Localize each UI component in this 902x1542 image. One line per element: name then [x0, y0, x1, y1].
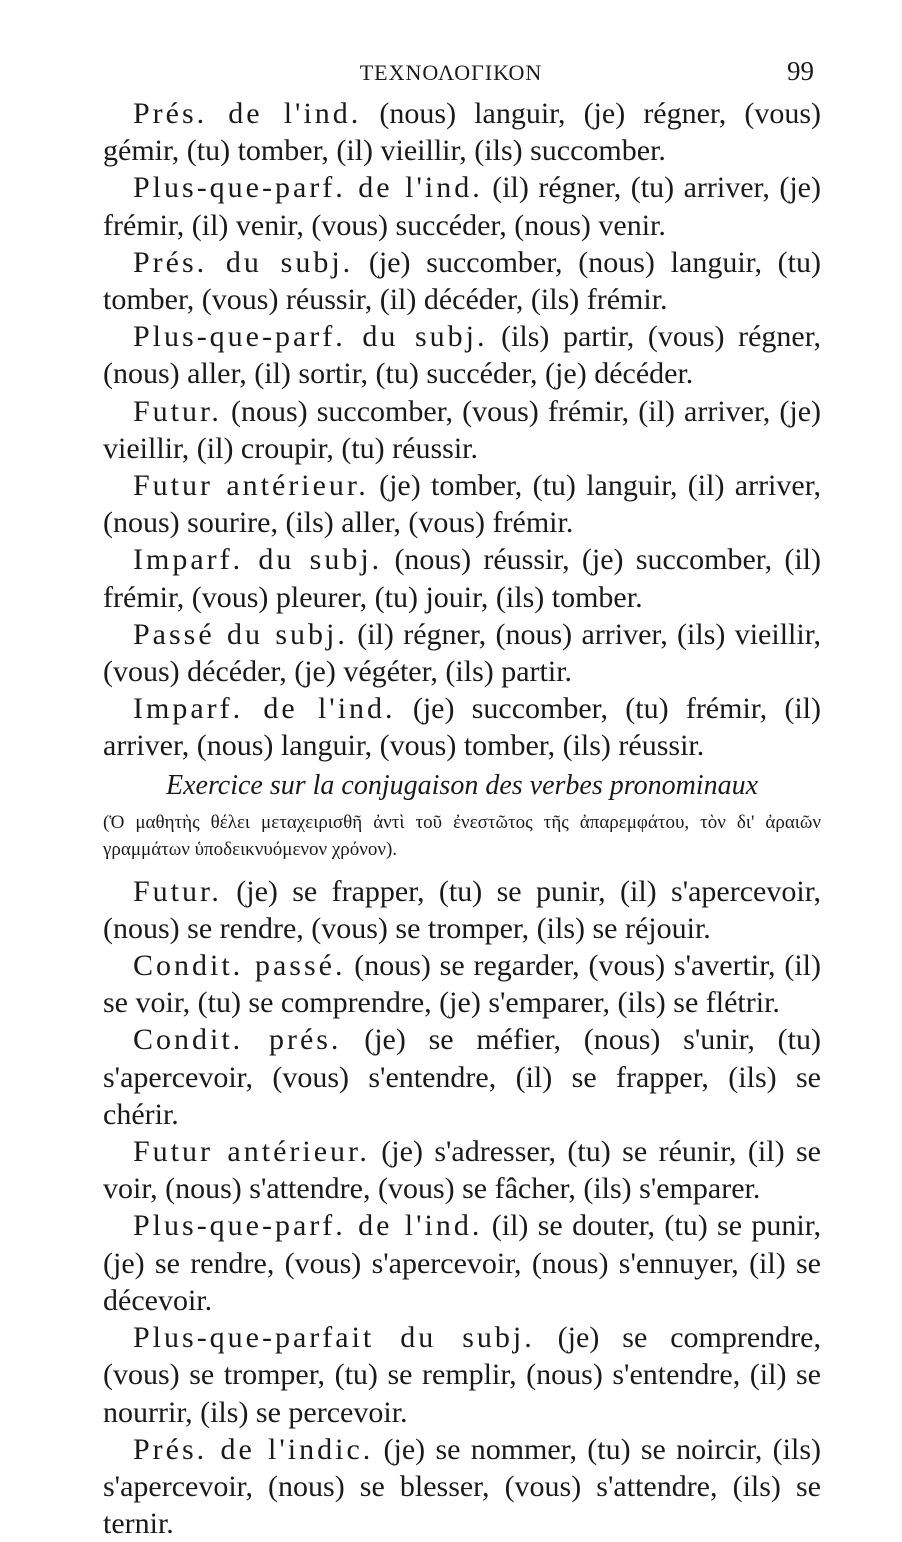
verb-list: (je) se nommer, (tu) se noircir, (ils) s'apercevoir, (nous) se blesser, (vous) s'attendre, (ils) se ternir.: [103, 1432, 821, 1541]
exercise-list-a: [103, 95, 821, 765]
page-header: [0, 52, 902, 92]
tense-label: Futur antérieur.: [133, 1135, 370, 1169]
tense-label: Futur.: [133, 394, 222, 428]
tense-label: Prés. de l'indic.: [133, 1432, 374, 1466]
tense-label: Prés. du subj.: [133, 245, 354, 279]
exercise-paragraph: [103, 244, 821, 318]
greek-instruction: (Ὁ μαθητὴς θέλει μεταχειρισθῆ ἀντὶ τοῦ ἐνεστῶτος τῆς ἀπαρεμφάτου, τὸν δι' ἀραιῶν γραμμάτων ὑποδεικνυόμενον χρόνον).: [103, 811, 821, 860]
tense-label: Plus-que-parf. de l'ind.: [133, 171, 483, 205]
page-body: [103, 95, 821, 1542]
exercise-paragraph: [103, 1133, 821, 1207]
verb-list: (il) régner, (nous) arriver, (ils) vieillir, (vous) décéder, (je) végéter, (ils) partir.: [103, 617, 821, 689]
tense-label: Futur antérieur.: [133, 469, 369, 503]
exercise-paragraph: [103, 1021, 821, 1133]
section-heading: Exercice sur la conjugaison des verbes pronominaux: [165, 769, 759, 801]
tense-label: Imparf. de l'ind.: [133, 692, 396, 726]
exercise-paragraph: [103, 873, 821, 947]
tense-label: Futur.: [133, 874, 222, 908]
verb-list: (il) régner, (tu) arriver, (je) frémir, (il) venir, (vous) succéder, (nous) venir.: [103, 171, 821, 242]
verb-list: (ils) partir, (vous) régner, (nous) aller, (il) sortir, (tu) succéder, (je) décéder.: [103, 320, 822, 391]
verb-list: (je) tomber, (tu) languir, (il) arriver, (nous) sourire, (ils) aller, (vous) frémir.: [103, 469, 821, 540]
running-title: ΤΕΧΝΟΛΟΓΙΚΟΝ: [359, 60, 543, 85]
tense-label: Plus-que-parfait du subj.: [133, 1321, 535, 1355]
exercise-paragraph: [103, 616, 821, 690]
exercise-paragraph: [103, 393, 821, 467]
page-number: 99: [787, 56, 814, 86]
exercise-paragraph: [103, 318, 821, 392]
verb-list: (il) se douter, (tu) se punir, (je) se rendre, (vous) s'apercevoir, (nous) s'ennuyer, (il) se décevoir.: [103, 1209, 821, 1317]
verb-list: (nous) se regarder, (vous) s'avertir, (il) se voir, (tu) se comprendre, (je) s'emparer, (ils) se flétrir.: [103, 949, 821, 1020]
verb-list: (je) se frapper, (tu) se punir, (il) s'apercevoir, (nous) se rendre, (vous) se tromper, (ils) se réjouir.: [103, 874, 821, 945]
verb-list: (je) succomber, (nous) languir, (tu) tomber, (vous) réussir, (il) décéder, (ils) frémir.: [103, 245, 821, 317]
tense-label: Imparf. du subj.: [133, 543, 383, 577]
exercise-paragraph: [103, 95, 821, 169]
exercise-paragraph: [103, 1319, 821, 1431]
exercise-paragraph: [103, 690, 821, 764]
verb-list: (nous) réussir, (je) succomber, (il) frémir, (vous) pleurer, (tu) jouir, (ils) tomber.: [103, 543, 821, 614]
exercise-paragraph: [103, 1207, 821, 1319]
tense-label: Plus-que-parf. de l'ind.: [133, 1209, 483, 1243]
verb-list: (je) succomber, (tu) frémir, (il) arriver, (nous) languir, (vous) tomber, (ils) réussir.: [103, 692, 821, 763]
exercise-paragraph: [103, 541, 821, 615]
verb-list: (je) se comprendre, (vous) se tromper, (tu) se remplir, (nous) s'entendre, (il) se nourrir, (ils) se percevoir.: [103, 1321, 821, 1429]
exercise-paragraph: [103, 169, 821, 243]
tense-label: Condit. prés.: [133, 1023, 342, 1057]
verb-list: (nous) succomber, (vous) frémir, (il) arriver, (je) vieillir, (il) croupir, (tu) réussir.: [103, 394, 821, 465]
exercise-list-b: [103, 873, 821, 1542]
exercise-paragraph: [103, 947, 821, 1021]
verb-list: (je) se méfier, (nous) s'unir, (tu) s'apercevoir, (vous) s'entendre, (il) se frapper, (ils) se chérir.: [103, 1023, 821, 1131]
exercise-paragraph: [103, 467, 821, 541]
verb-list: (nous) languir, (je) régner, (vous) gémir, (tu) tomber, (il) vieillir, (ils) succomber.: [103, 97, 821, 168]
tense-label: Passé du subj.: [133, 617, 348, 651]
verb-list: (je) s'adresser, (tu) se réunir, (il) se voir, (nous) s'attendre, (vous) se fâcher, (ils) s'emparer.: [103, 1135, 821, 1206]
tense-label: Condit. passé.: [133, 949, 346, 983]
exercise-paragraph: [103, 1431, 821, 1542]
tense-label: Plus-que-parf. du subj.: [133, 320, 488, 354]
tense-label: Prés. de l'ind.: [133, 97, 362, 130]
